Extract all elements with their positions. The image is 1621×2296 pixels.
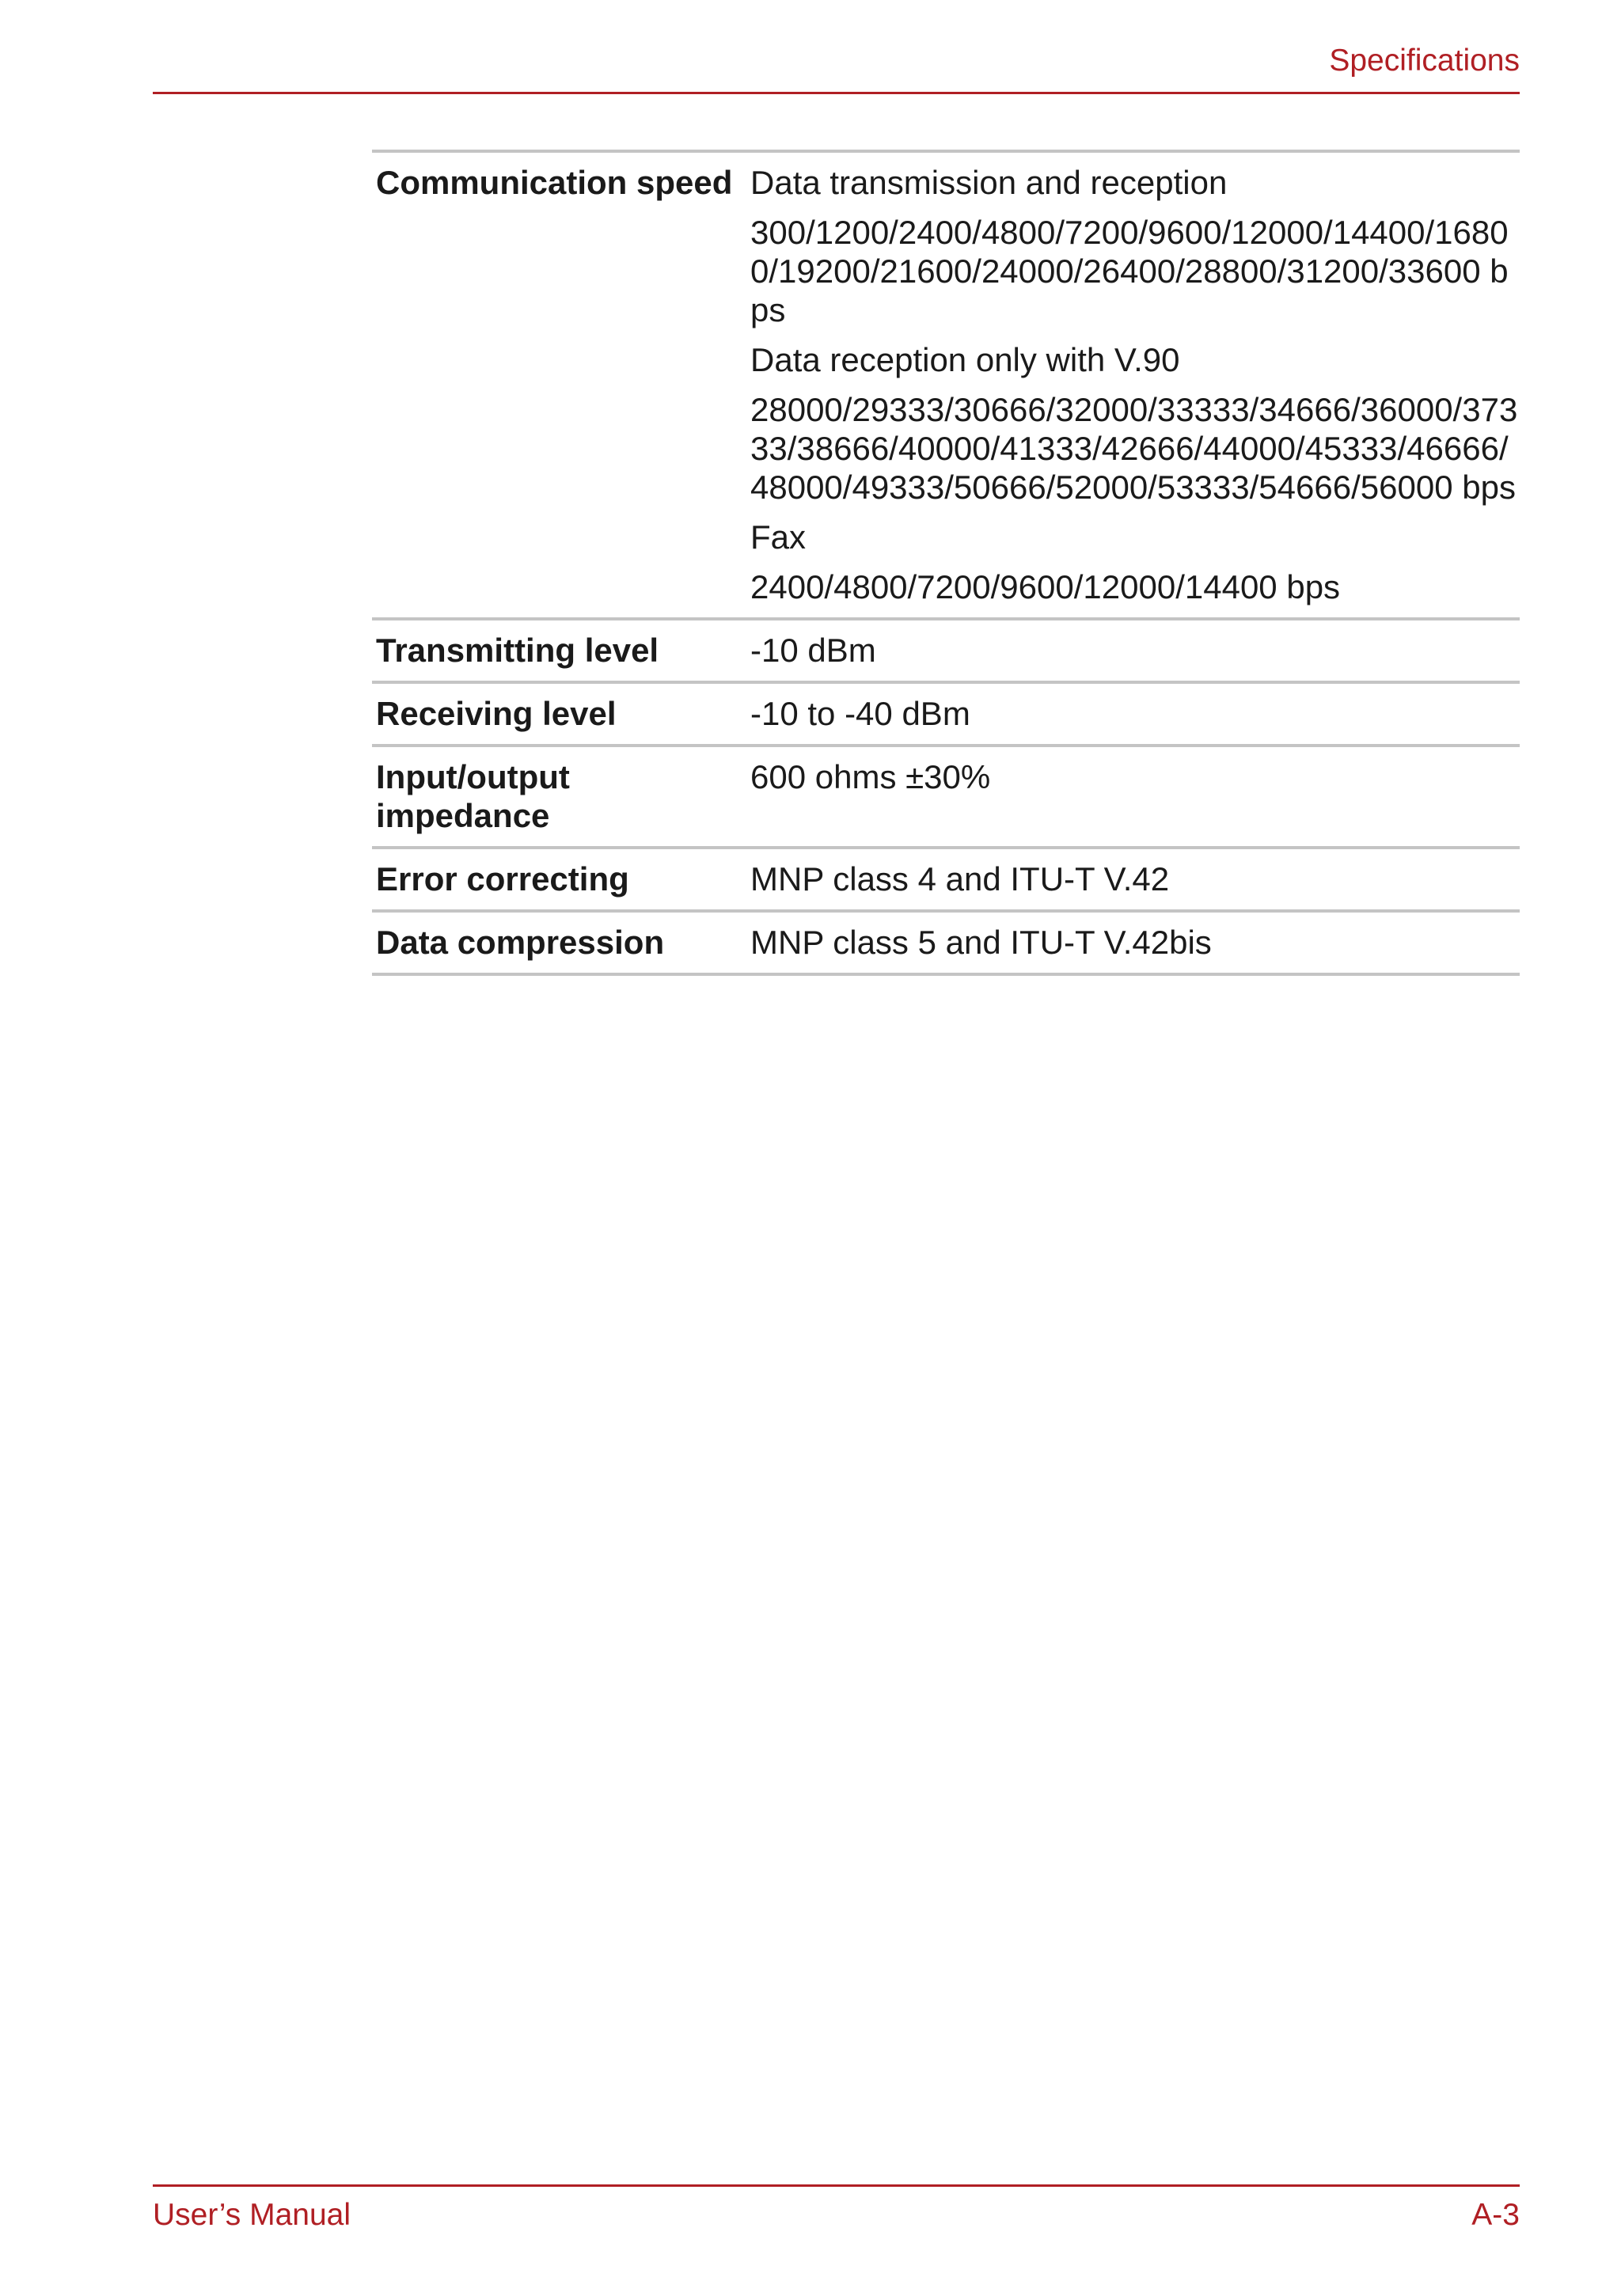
spec-row-receiving-level xyxy=(372,684,1520,747)
spec-label: Receiving level xyxy=(376,695,617,732)
spec-row-transmitting-level xyxy=(372,620,1520,684)
spec-value xyxy=(750,923,1520,962)
spec-value-line: Data transmission and reception xyxy=(750,164,1228,201)
manual-title: User’s Manual xyxy=(153,2198,351,2232)
spec-table xyxy=(372,150,1520,976)
spec-value-line: 300/1200/2400/4800/7200/9600/12000/14400/16800/19200/21600/24000/26400/28800/31200/33600 bps xyxy=(750,214,1509,328)
spec-label: Error correcting xyxy=(376,860,629,898)
spec-value-line: -10 dBm xyxy=(750,632,876,669)
spec-value xyxy=(750,694,1520,733)
spec-value xyxy=(750,757,1520,835)
spec-value-line: 28000/29333/30666/32000/33333/34666/36000/37333/38666/40000/41333/42666/44000/45333/46666/48000/49333/50666/52000/53333/54666/56000 bps xyxy=(750,391,1518,506)
spec-label: Input/output impedance xyxy=(376,758,570,834)
spec-value-line: 600 ohms ±30% xyxy=(750,758,991,795)
spec-label: Transmitting level xyxy=(376,632,659,669)
spec-value-line: MNP class 4 and ITU-T V.42 xyxy=(750,860,1170,898)
spec-value-line: -10 to -40 dBm xyxy=(750,695,970,732)
spec-row-error-correcting xyxy=(372,849,1520,913)
page-header xyxy=(153,41,1520,94)
spec-value xyxy=(750,860,1520,898)
page-number: A-3 xyxy=(1471,2198,1520,2232)
spec-value-line: Fax xyxy=(750,518,807,556)
spec-row-impedance xyxy=(372,747,1520,849)
page-footer xyxy=(153,2184,1520,2242)
spec-row-data-compression xyxy=(372,913,1520,976)
spec-label: Data compression xyxy=(376,924,665,961)
section-title: Specifications xyxy=(1329,44,1520,78)
spec-label: Communication speed xyxy=(376,164,733,201)
spec-value-line: Data reception only with V.90 xyxy=(750,341,1180,378)
spec-value-line: 2400/4800/7200/9600/12000/14400 bps xyxy=(750,568,1341,605)
spec-value xyxy=(750,631,1520,670)
spec-row-communication-speed xyxy=(372,153,1520,620)
spec-value xyxy=(750,163,1520,606)
spec-value-line: MNP class 5 and ITU-T V.42bis xyxy=(750,924,1212,961)
